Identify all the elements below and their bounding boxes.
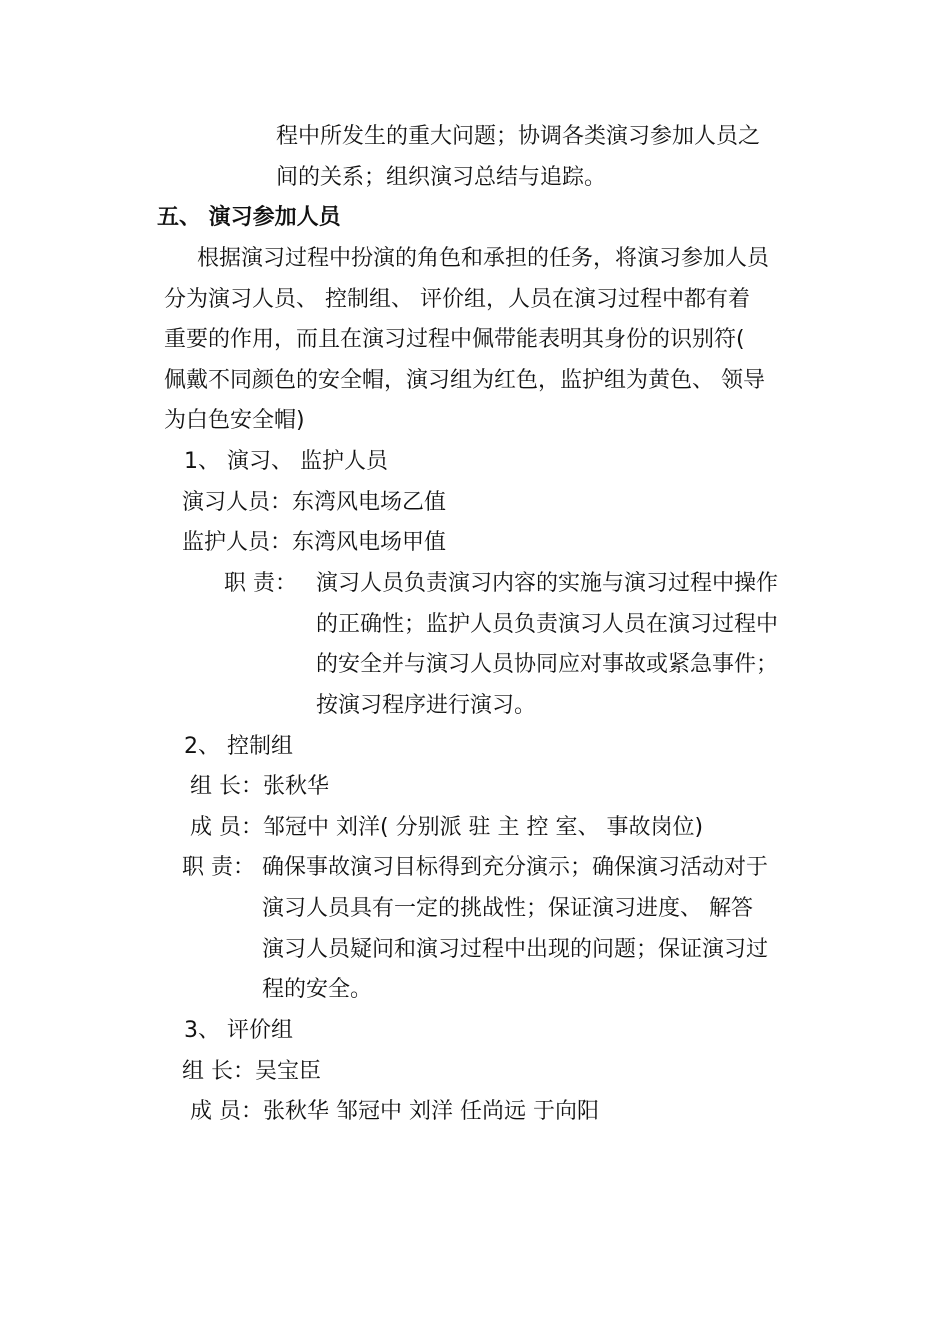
monitor-staff-line: 监护人员：东湾风电场甲值 — [182, 530, 447, 555]
group-1-duty-line-1: 演习人员负责演习内容的实施与演习过程中操作 — [316, 571, 779, 596]
intro-line-1: 根据演习过程中扮演的角色和承担的任务，将演习参加人员 — [197, 246, 770, 271]
group-1-duty-line-4: 按演习程序进行演习。 — [316, 693, 537, 718]
group-2-leader: 组 长：张秋华 — [190, 774, 329, 799]
group-1-heading: 1、 演习、 监护人员 — [184, 449, 388, 474]
intro-line-4: 佩戴不同颜色的安全帽，演习组为红色，监护组为黄色、 领导 — [164, 368, 765, 393]
intro-line-3: 重要的作用，而且在演习过程中佩带能表明其身份的识别符( — [164, 327, 745, 352]
group-3-leader: 组 长：吴宝臣 — [182, 1059, 321, 1084]
group-2-duty-label: 职 责： — [182, 855, 255, 880]
group-2-duty-line-1: 确保事故演习目标得到充分演示；确保演习活动对于 — [262, 855, 769, 880]
group-1-duty-label: 职 责： — [224, 571, 297, 596]
intro-line-5: 为白色安全帽) — [164, 408, 305, 433]
group-2-duty-line-2: 演习人员具有一定的挑战性；保证演习进度、 解答 — [262, 896, 753, 921]
group-2-members: 成 员：邹冠中 刘洋( 分别派 驻 主 控 室、 事故岗位) — [190, 815, 704, 840]
group-2-duty-line-4: 程的安全。 — [262, 977, 373, 1002]
continued-text-line-2: 间的关系；组织演习总结与追踪。 — [276, 165, 607, 190]
continued-text-line-1: 程中所发生的重大问题；协调各类演习参加人员之 — [276, 124, 761, 149]
group-1-duty-line-3: 的安全并与演习人员协同应对事故或紧急事件； — [316, 652, 779, 677]
group-2-duty-line-3: 演习人员疑问和演习过程中出现的问题；保证演习过 — [262, 937, 769, 962]
group-1-duty-line-2: 的正确性；监护人员负责演习人员在演习过程中 — [316, 612, 779, 637]
intro-line-2: 分为演习人员、 控制组、 评价组，人员在演习过程中都有着 — [164, 287, 750, 312]
group-3-heading: 3、 评价组 — [184, 1018, 293, 1043]
group-3-members: 成 员：张秋华 邹冠中 刘洋 任尚远 于向阳 — [190, 1099, 599, 1124]
section-5-heading: 五、 演习参加人员 — [157, 205, 341, 230]
drill-staff-line: 演习人员：东湾风电场乙值 — [182, 490, 447, 515]
group-2-heading: 2、 控制组 — [184, 734, 293, 759]
